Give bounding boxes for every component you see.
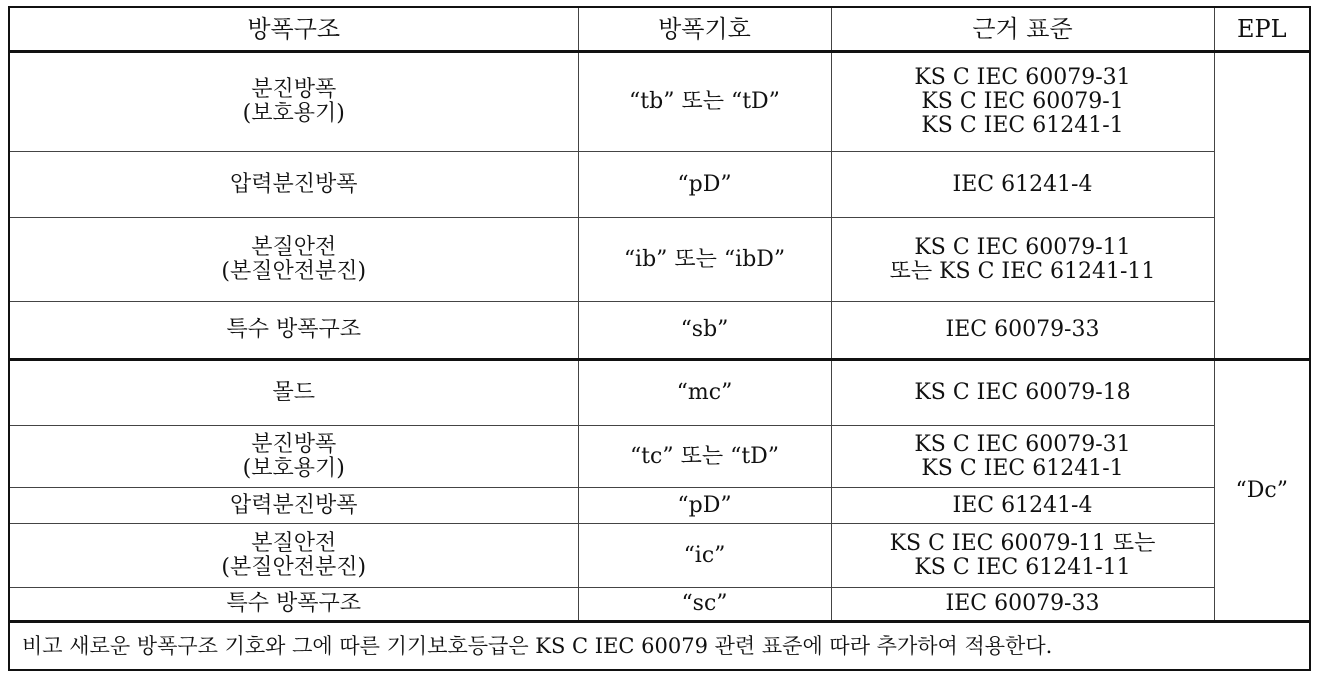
standard-cell: KS C IEC 60079-11 또는 KS C IEC 61241-11 xyxy=(831,218,1214,302)
table-row xyxy=(9,302,1310,360)
structure-cell: 특수 방폭구조 xyxy=(9,302,578,360)
structure-cell: 본질안전 (본질안전분진) xyxy=(9,218,578,302)
standard-cell: IEC 60079-33 xyxy=(831,302,1214,360)
structure-cell: 압력분진방폭 xyxy=(9,152,578,218)
symbol-cell: “sb” xyxy=(578,302,831,360)
symbol-cell: “tc” 또는 “tD” xyxy=(578,426,831,488)
symbol-cell: “tb” 또는 “tD” xyxy=(578,52,831,152)
table-row xyxy=(9,360,1310,426)
structure-cell: 본질안전 (본질안전분진) xyxy=(9,524,578,588)
structure-cell: 특수 방폭구조 xyxy=(9,588,578,622)
standard-cell: IEC 61241-4 xyxy=(831,488,1214,524)
standard-cell: IEC 61241-4 xyxy=(831,152,1214,218)
standard-cell: KS C IEC 60079-31 KS C IEC 61241-1 xyxy=(831,426,1214,488)
explosion-protection-table xyxy=(8,6,1311,671)
symbol-cell: “ib” 또는 “ibD” xyxy=(578,218,831,302)
header-symbol: 방폭기호 xyxy=(578,7,831,52)
header-row xyxy=(9,7,1310,52)
note-row xyxy=(9,622,1310,671)
symbol-cell: “pD” xyxy=(578,488,831,524)
symbol-cell: “mc” xyxy=(578,360,831,426)
document-table-wrapper xyxy=(8,6,1309,671)
table-row xyxy=(9,524,1310,588)
structure-cell: 몰드 xyxy=(9,360,578,426)
header-standard: 근거 표준 xyxy=(831,7,1214,52)
standard-cell: IEC 60079-33 xyxy=(831,588,1214,622)
table-row xyxy=(9,588,1310,622)
symbol-cell: “sc” xyxy=(578,588,831,622)
symbol-cell: “pD” xyxy=(578,152,831,218)
standard-cell: KS C IEC 60079-11 또는 KS C IEC 61241-11 xyxy=(831,524,1214,588)
structure-cell: 분진방폭 (보호용기) xyxy=(9,52,578,152)
standard-cell: KS C IEC 60079-18 xyxy=(831,360,1214,426)
table-row xyxy=(9,426,1310,488)
structure-cell: 압력분진방폭 xyxy=(9,488,578,524)
epl-cell-group1 xyxy=(1214,52,1310,360)
standard-cell: KS C IEC 60079-31 KS C IEC 60079-1 KS C IEC 61241-1 xyxy=(831,52,1214,152)
header-epl: EPL xyxy=(1214,7,1310,52)
table-row xyxy=(9,488,1310,524)
table-row xyxy=(9,218,1310,302)
structure-cell: 분진방폭 (보호용기) xyxy=(9,426,578,488)
epl-cell-group2: “Dc” xyxy=(1214,360,1310,622)
table-row xyxy=(9,52,1310,152)
symbol-cell: “ic” xyxy=(578,524,831,588)
table-row xyxy=(9,152,1310,218)
header-structure: 방폭구조 xyxy=(9,7,578,52)
note-text: 비고 새로운 방폭구조 기호와 그에 따른 기기보호등급은 KS C IEC 60079 관련 표준에 따라 추가하여 적용한다. xyxy=(9,622,1310,671)
